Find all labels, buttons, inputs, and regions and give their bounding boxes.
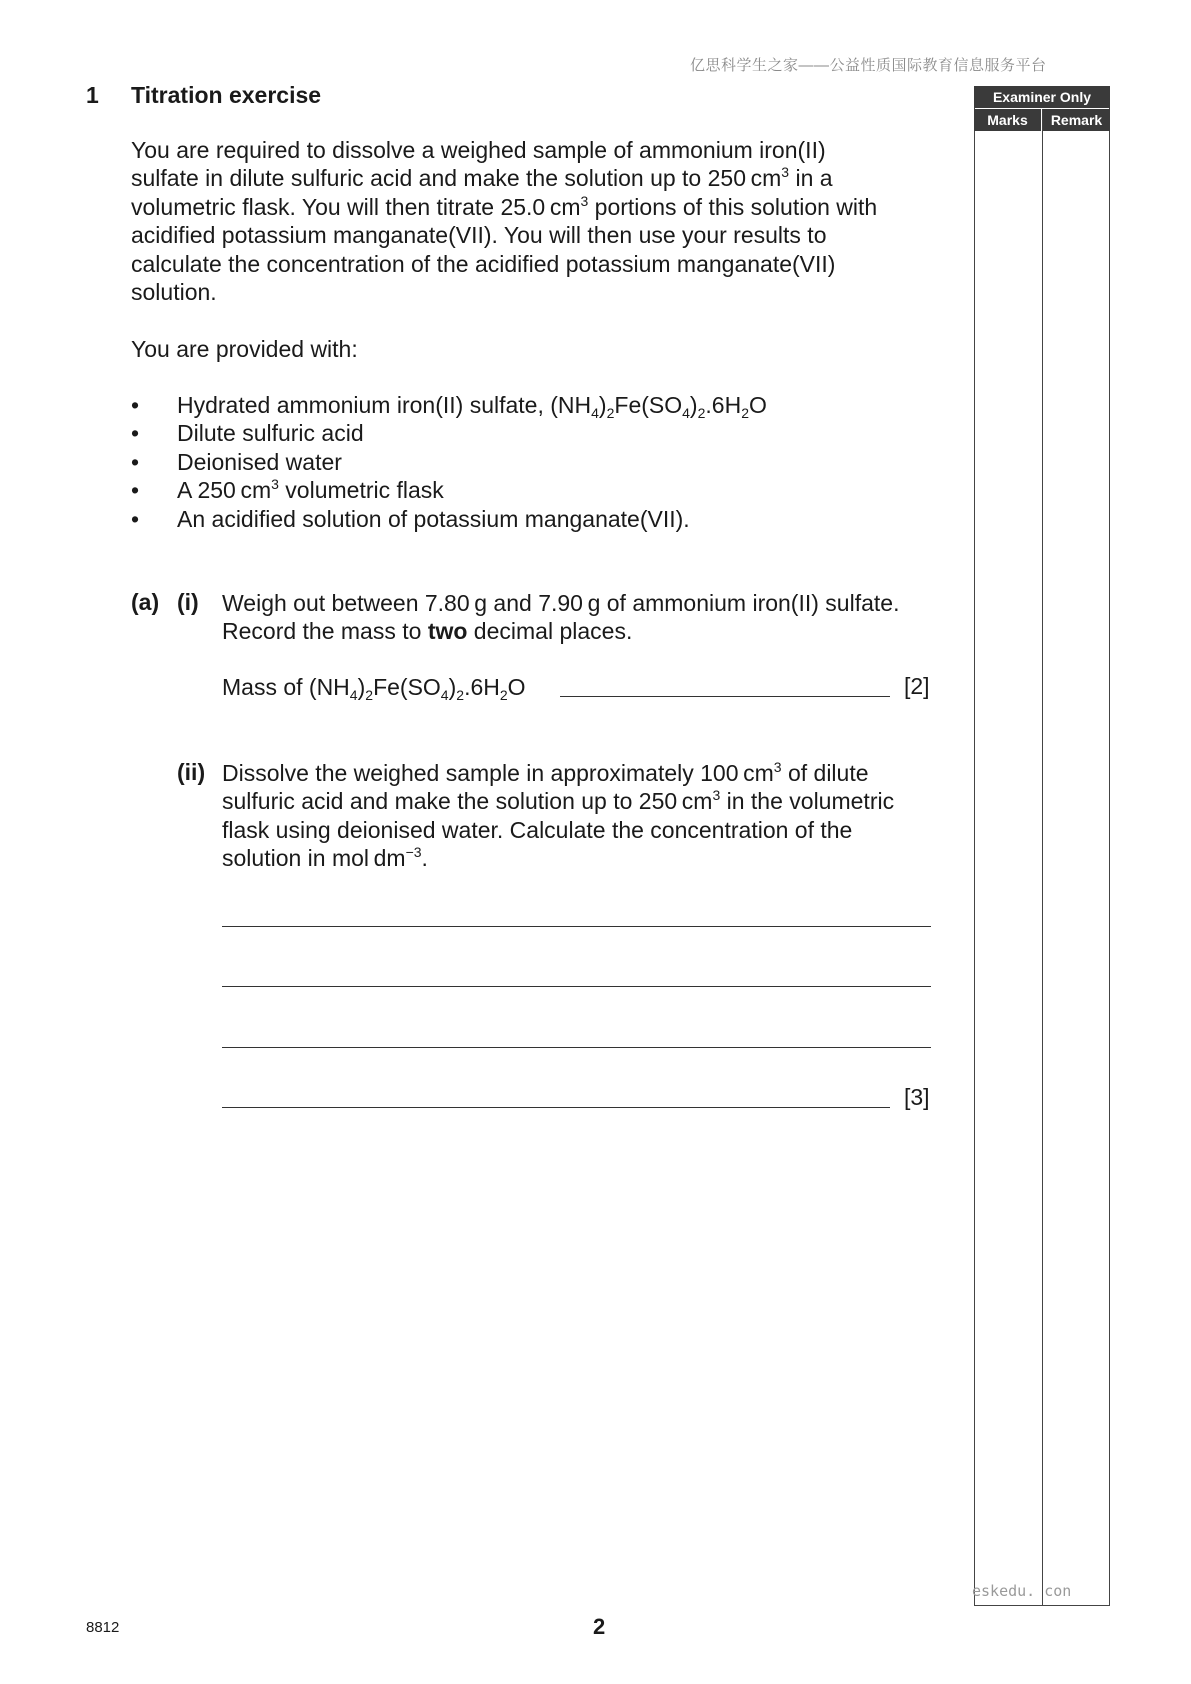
page-number: 2: [593, 1614, 606, 1639]
part-a-label: (a): [131, 589, 160, 615]
part-a-ii-text: Dissolve the weighed sample in approximately 100 $cm^3$ of dilute sulfuric acid and make the solution up to 250 $cm^3$ in the volumetric flask using deionised water. Calculate the concentration of the solution in mol $dm^{-3}$.: [222, 759, 895, 872]
provided-label: You are provided with:: [131, 336, 358, 362]
intro-line-6: solution.: [131, 279, 217, 306]
intro-line-3: volumetric flask. You will then titrate 25.0 $cm^3$ portions of this solution with: [131, 192, 878, 220]
list-item: • An acidified solution of potassium manganate(VII).: [131, 505, 690, 532]
mass-answer-line[interactable]: [560, 696, 890, 697]
remark-column-header: Remark: [1043, 109, 1110, 131]
question-title: Titration exercise: [131, 82, 322, 108]
answer-line-1[interactable]: [222, 926, 931, 927]
question-number: 1: [86, 82, 99, 108]
answer-line-3[interactable]: [222, 1047, 931, 1048]
examiner-column-divider: [1042, 109, 1043, 1606]
list-item: • Dilute sulfuric acid: [131, 420, 364, 447]
intro-line-2: sulfate in dilute sulfuric acid and make the solution up to 250 $cm^3$ in a: [131, 164, 833, 192]
intro-paragraph: [131, 136, 931, 306]
list-item: • Deionised water: [131, 448, 342, 475]
header-watermark: 亿思科学生之家——公益性质国际教育信息服务平台: [690, 57, 1047, 74]
marks-column-header: Marks: [974, 109, 1041, 131]
part-a-i-text: Weigh out between 7.80 g and 7.90 g of ammonium iron(II) sulfate. Record the mass to two decimal places.: [222, 590, 900, 645]
answer-line-4[interactable]: [222, 1107, 890, 1108]
footer-watermark: eskedu. con: [972, 1582, 1072, 1600]
marks-3: [3]: [904, 1084, 930, 1110]
intro-line-5: calculate the concentration of the acidified potassium manganate(VII): [131, 250, 836, 277]
marks-2: [2]: [904, 673, 930, 699]
provided-list: [131, 391, 767, 533]
examiner-only-header: Examiner Only: [974, 86, 1110, 108]
mass-answer-label: Mass of $(NH_4)_2Fe(SO_4)_2.6H_2O$: [222, 674, 526, 703]
intro-line-1: You are required to dissolve a weighed sample of ammonium iron(II): [131, 137, 826, 163]
intro-line-4: acidified potassium manganate(VII). You will then use your results to: [131, 222, 827, 249]
part-a-ii-label: (ii): [177, 759, 206, 785]
answer-line-2[interactable]: [222, 986, 931, 987]
list-item: • A 250 $cm^3$ volumetric flask: [131, 476, 444, 504]
list-item: • Hydrated ammonium iron(II) sulfate, $(NH_4)_2Fe(SO_4)_2.6H_2O$: [131, 392, 767, 421]
part-a-i-label: (i): [177, 589, 199, 615]
paper-code: 8812: [86, 1619, 120, 1636]
